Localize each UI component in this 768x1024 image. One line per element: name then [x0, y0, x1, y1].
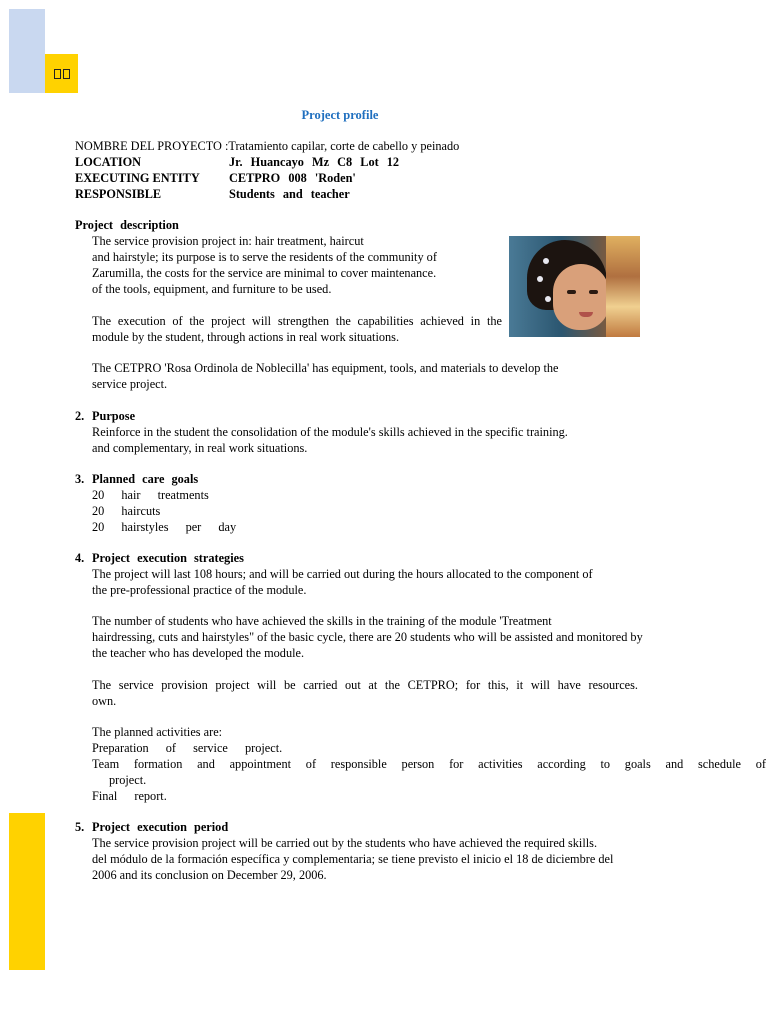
period-line: del módulo de la formación específica y complementaria; se tiene previsto el inicio el 18 de diciembre del — [92, 852, 614, 866]
purpose-number: 2. — [75, 409, 85, 423]
description-heading: Project description — [75, 218, 179, 232]
strategies-line: own. — [92, 694, 117, 708]
strategies-line: The service provision project will be carried out at the CETPRO; for this, it will have resources. — [92, 678, 638, 692]
strategies-line: The project will last 108 hours; and will be carried out during the hours allocated to the component of — [92, 567, 593, 581]
activity-item-continued: project. — [109, 773, 147, 787]
purpose-line: Reinforce in the student the consolidation of the module's skills achieved in the specific training. — [92, 425, 568, 439]
student-hairstyle-photo — [509, 236, 640, 337]
strategies-heading: Project execution strategies — [92, 551, 244, 565]
description-line: module by the student, through actions in real work situations. — [92, 330, 400, 344]
goal-item: 20 hair treatments — [92, 488, 209, 502]
executing-entity-value: CETPRO 008 'Roden' — [229, 171, 356, 185]
executing-entity-label: EXECUTING ENTITY — [75, 171, 200, 185]
activity-item: Team formation and appointment of responsible person for activities according to goals and schedule of — [92, 757, 766, 771]
period-heading: Project execution period — [92, 820, 229, 834]
location-value: Jr. Huancayo Mz C8 Lot 12 — [229, 155, 400, 169]
location-label: LOCATION — [75, 155, 142, 169]
strategies-line: hairdressing, cuts and hairstyles" of the basic cycle, there are 20 students who will be assisted and monitored by — [92, 630, 643, 644]
activity-item: Final report. — [92, 789, 167, 803]
period-number: 5. — [75, 820, 85, 834]
description-line: and hairstyle; its purpose is to serve the residents of the community of — [92, 250, 437, 264]
description-line: The service provision project in: hair treatment, haircut — [92, 234, 364, 248]
description-line: of the tools, equipment, and furniture to be used. — [92, 282, 332, 296]
goal-item: 20 hairstyles per day — [92, 520, 237, 534]
strategies-line: The number of students who have achieved the skills in the training of the module 'Treatment — [92, 614, 552, 628]
period-line: The service provision project will be carried out by the students who have achieved the required skills. — [92, 836, 598, 850]
page-title: Project profile — [301, 108, 379, 122]
goals-number: 3. — [75, 472, 85, 486]
responsible-label: RESPONSIBLE — [75, 187, 162, 201]
description-line: service project. — [92, 377, 168, 391]
goals-heading: Planned care goals — [92, 472, 199, 486]
description-line: The CETPRO 'Rosa Ordinola de Noblecilla' has equipment, tools, and materials to develop the — [92, 361, 559, 375]
activity-item: Preparation of service project. — [92, 741, 283, 755]
purpose-heading: Purpose — [92, 409, 136, 423]
description-line: Zarumilla, the costs for the service are minimal to cover maintenance. — [92, 266, 437, 280]
responsible-value: Students and teacher — [229, 187, 350, 201]
strategies-line: the teacher who has developed the module. — [92, 646, 305, 660]
description-line: The execution of the project will strengthen the capabilities achieved in the — [92, 314, 502, 328]
strategies-number: 4. — [75, 551, 85, 565]
purpose-line: and complementary, in real work situations. — [92, 441, 308, 455]
strategies-line: The planned activities are: — [92, 725, 223, 739]
strategies-line: the pre-professional practice of the module. — [92, 583, 307, 597]
period-line: 2006 and its conclusion on December 29, 2006. — [92, 868, 327, 882]
project-name-line: NOMBRE DEL PROYECTO :Tratamiento capilar, corte de cabello y peinado — [75, 139, 460, 153]
goal-item: 20 haircuts — [92, 504, 161, 518]
